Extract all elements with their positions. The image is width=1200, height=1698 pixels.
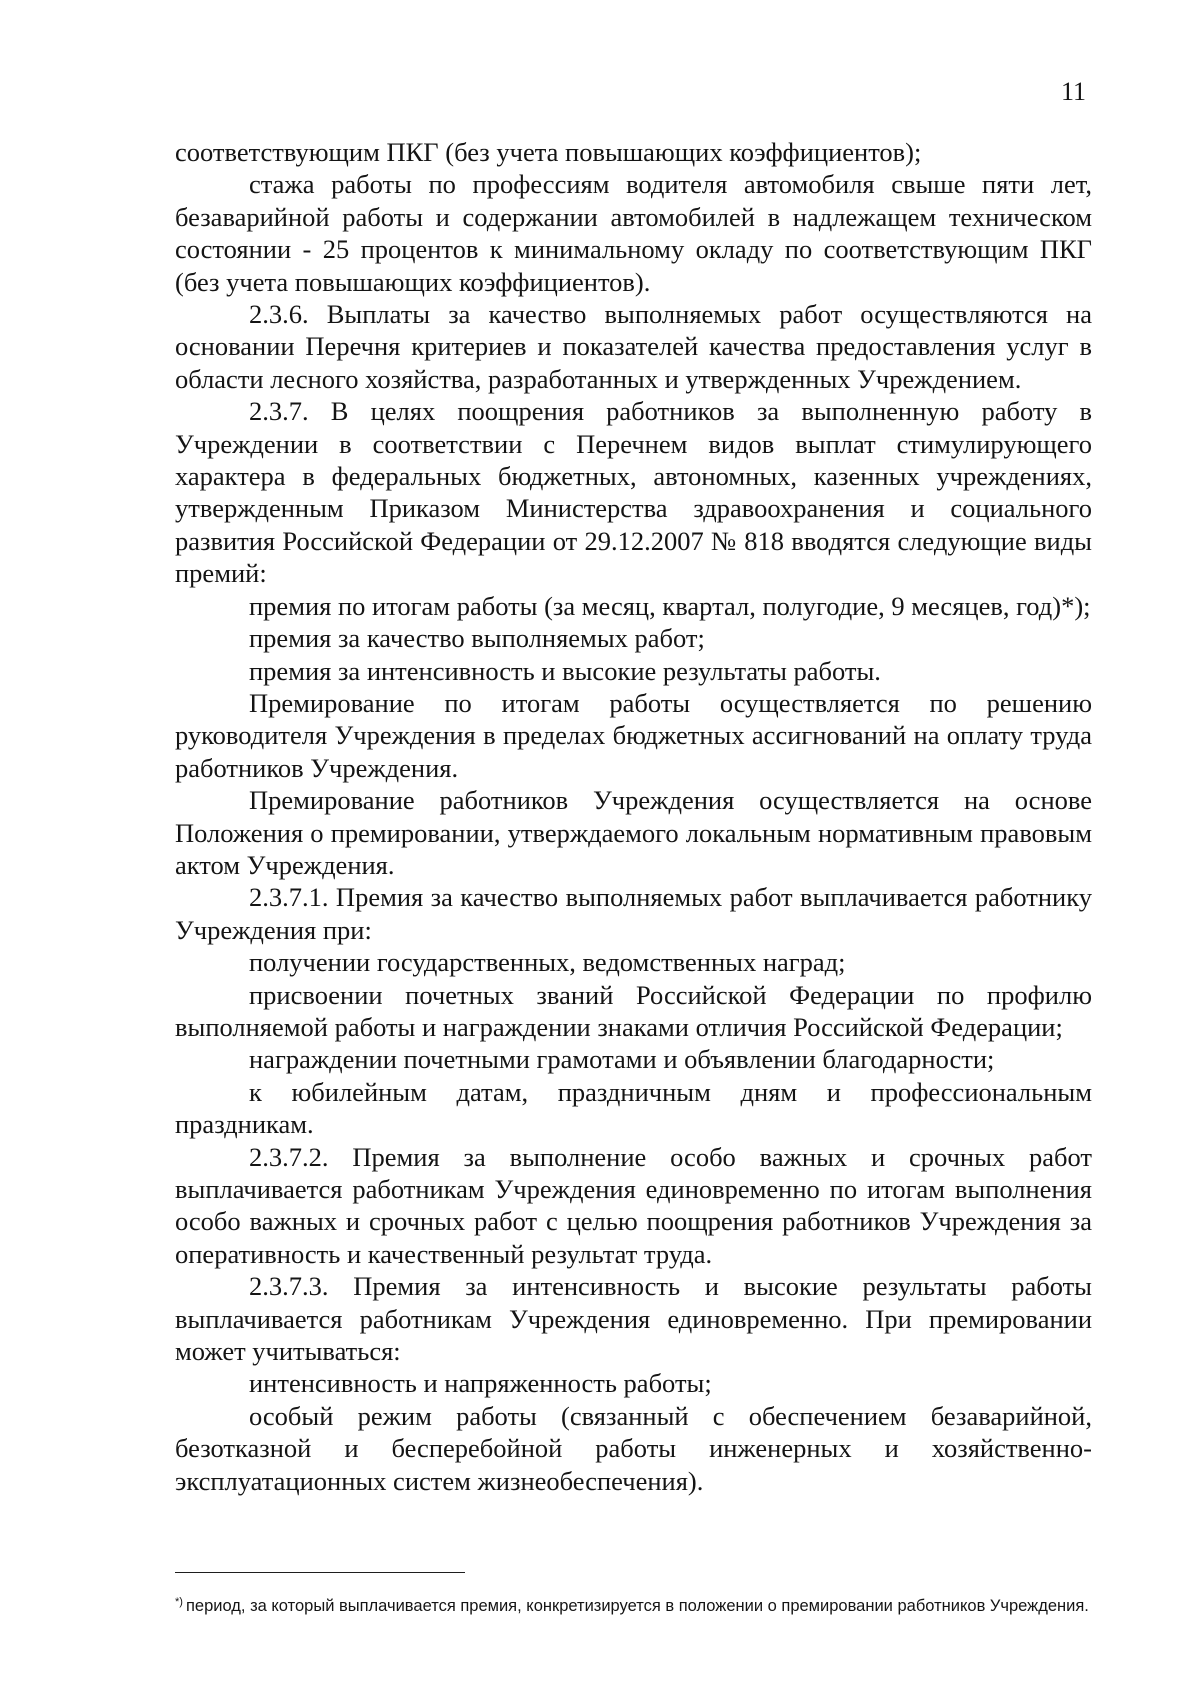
list-item-bonus-results: премия по итогам работы (за месяц, квартал, полугодие, 9 месяцев, год)*);	[249, 590, 1091, 621]
list-item-certificates: награждении почетными грамотами и объявлении благодарности;	[249, 1044, 995, 1075]
list-item-special-regime: особый режим работы (связанный с обеспечением безаварийной, безотказной и бесперебойной работы инженерных и хозяйственно-эксплуатационных систем жизнеобеспечения).	[175, 1400, 1092, 1496]
paragraph-2-3-6: 2.3.6. Выплаты за качество выполняемых работ осуществляются на основании Перечня критериев и показателей качества предоставления услуг в области лесного хозяйства, разработанных и утвержденных Учреждением.	[175, 299, 1092, 394]
paragraph-2-3-7-2: 2.3.7.2. Премия за выполнение особо важных и срочных работ выплачивается работникам Учреждения единовременно по итогам выполнения особо важных и срочных работ с целью поощрения работников Учреждения за оперативность и качественный результат труда.	[175, 1141, 1092, 1269]
list-item-anniversaries: к юбилейным датам, праздничным дням и профессиональным праздникам.	[175, 1076, 1092, 1140]
paragraph-bonus-decision: Премирование по итогам работы осуществляется по решению руководителя Учреждения в пределах бюджетных ассигнований на оплату труда работников Учреждения.	[175, 687, 1092, 783]
footnote-text: период, за который выплачивается премия, конкретизируется в положении о премировании работников Учреждения.	[185, 1597, 1089, 1615]
list-item-awards: получении государственных, ведомственных наград;	[249, 947, 846, 978]
paragraph-driver-experience: стажа работы по профессиям водителя автомобиля свыше пяти лет, безаварийной работы и содержании автомобилей в надлежащем техническом состоянии - 25 процентов к минимальному окладу по соответствующим ПКГ (без учета повышающих коэффициентов).	[175, 169, 1092, 297]
list-item-honorary-titles: присвоении почетных званий Российской Федерации по профилю выполняемой работы и награждении знаками отличия Российской Федерации;	[175, 979, 1092, 1042]
document-body	[175, 136, 1092, 1497]
paragraph-bonus-regulation: Премирование работников Учреждения осуществляется на основе Положения о премировании, утверждаемого локальным нормативным правовым актом Учреждения.	[175, 785, 1092, 880]
paragraph-2-3-7-1: 2.3.7.1. Премия за качество выполняемых работ выплачивается работнику Учреждения при:	[175, 882, 1092, 945]
list-item-bonus-intensity: премия за интенсивность и высокие результаты работы.	[249, 655, 881, 686]
page-number: 11	[1060, 77, 1086, 106]
list-item-bonus-quality: премия за качество выполняемых работ;	[249, 623, 705, 654]
list-item-intensity: интенсивность и напряженность работы;	[249, 1368, 712, 1399]
paragraph-2-3-7: 2.3.7. В целях поощрения работников за выполненную работу в Учреждении в соответствии с Перечнем видов выплат стимулирующего характера в федеральных бюджетных, автономных, казенных учреждениях, утвержденным Приказом Министерства здравоохранения и социального развития Российской Федерации от 29.12.2007 № 818 вводятся следующие виды премий:	[175, 396, 1092, 589]
paragraph-continuation: соответствующим ПКГ (без учета повышающих коэффициентов);	[175, 137, 922, 167]
footnote	[175, 1591, 1092, 1618]
paragraph-2-3-7-3: 2.3.7.3. Премия за интенсивность и высокие результаты работы выплачивается работникам Учреждения единовременно. При премировании может учитываться:	[175, 1271, 1092, 1367]
footnote-separator	[175, 1572, 465, 1573]
footnote-mark: *)	[175, 1596, 183, 1608]
